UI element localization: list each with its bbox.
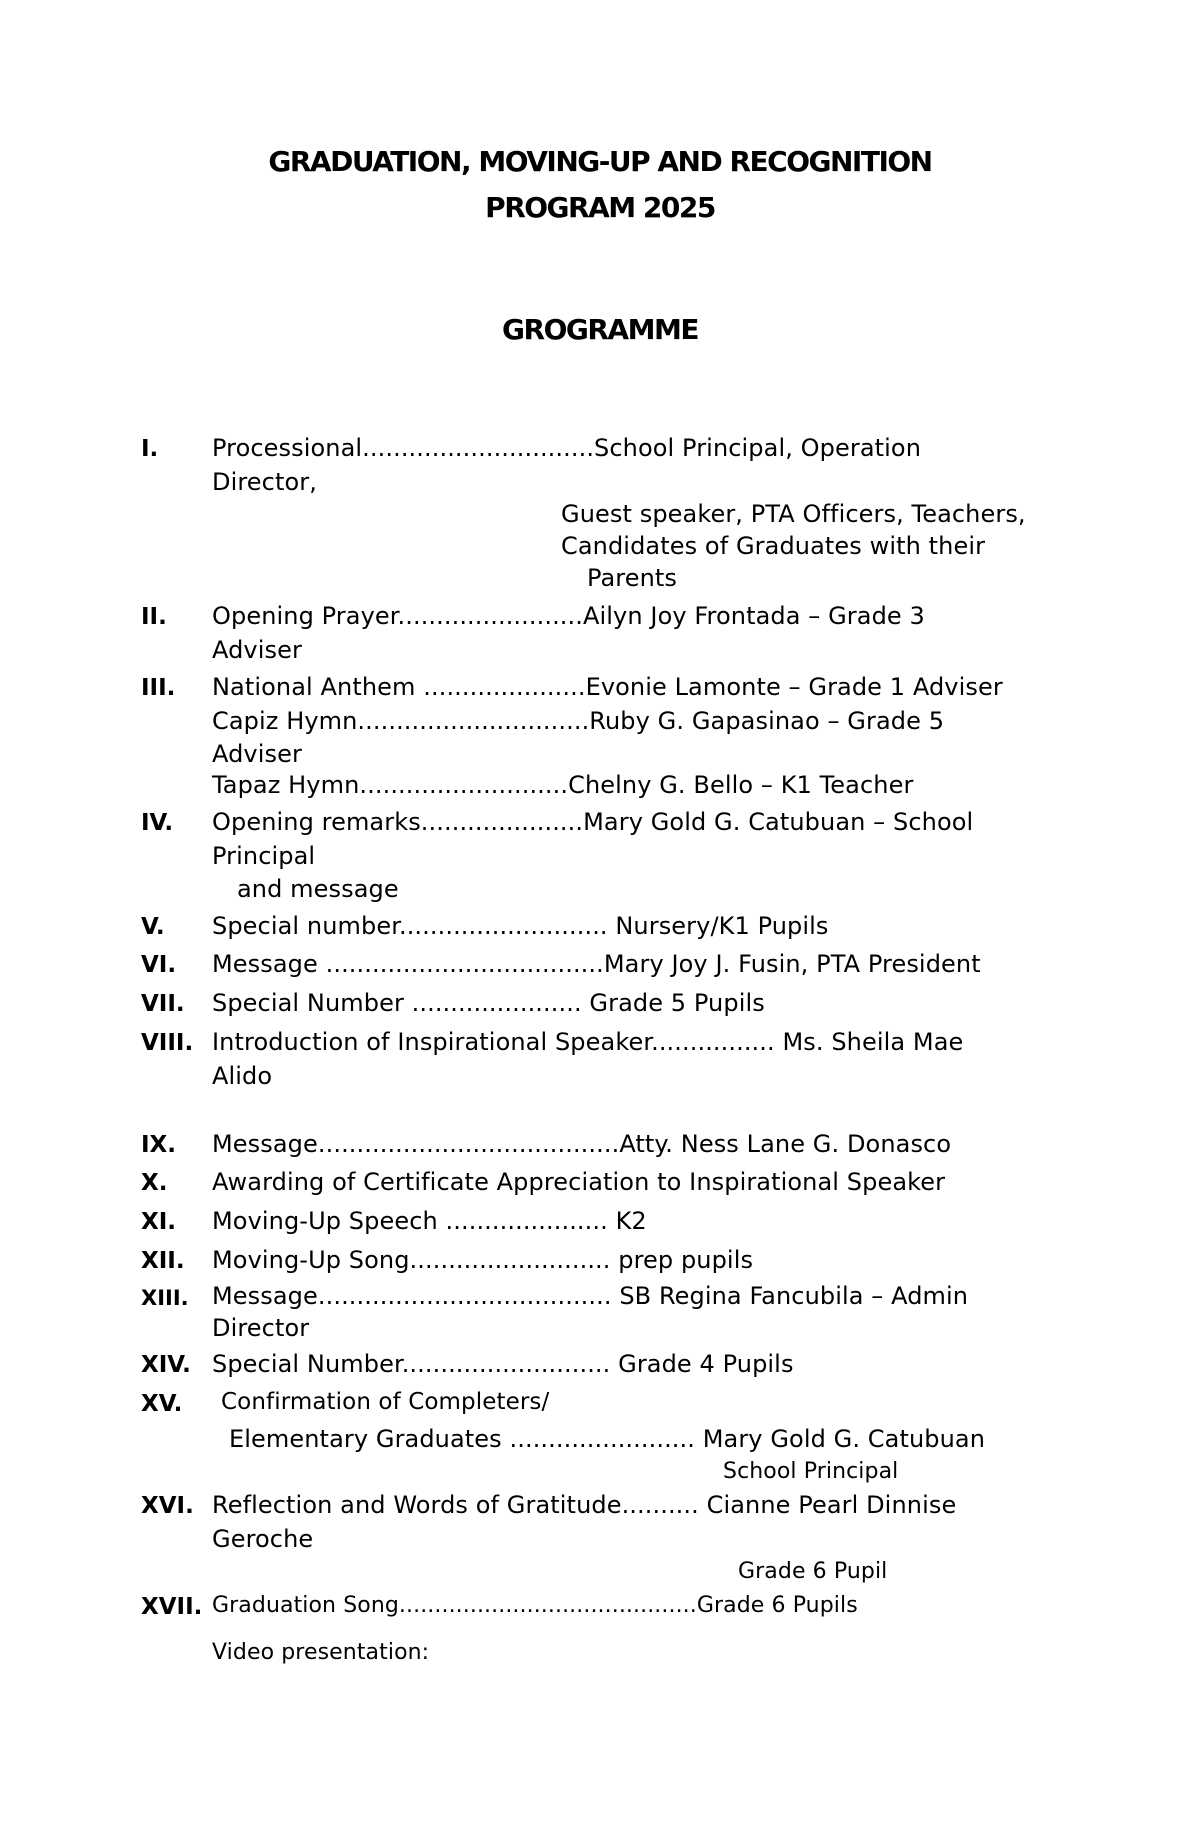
item-number: II. [141, 604, 167, 630]
item-number: VII. [141, 991, 185, 1017]
item-line: Moving-Up Song.......................... prep pupils [212, 1246, 754, 1274]
item-line: Director, [212, 468, 317, 496]
item-number: XIII. [141, 1286, 189, 1310]
item-line: Elementary Graduates ........................ Mary Gold G. Catubuan [229, 1425, 986, 1453]
item-number: X. [141, 1170, 168, 1196]
item-line: Tapaz Hymn...........................Chelny G. Bello – K1 Teacher [212, 771, 914, 799]
item-line: Reflection and Words of Gratitude.......... Cianne Pearl Dinnise [212, 1491, 957, 1519]
item-line: Awarding of Certificate Appreciation to Inspirational Speaker [212, 1168, 946, 1196]
program-subtitle: GROGRAMME [502, 313, 698, 346]
item-line: Geroche [212, 1525, 314, 1553]
item-number: XII. [141, 1248, 185, 1274]
item-line: Grade 6 Pupil [738, 1559, 888, 1584]
program-title-year: PROGRAM 2025 [485, 191, 715, 224]
program-title: GRADUATION, MOVING-UP AND RECOGNITION [268, 145, 932, 178]
item-number: XI. [141, 1209, 177, 1235]
item-line: Message.......................................Atty. Ness Lane G. Donasco [212, 1130, 952, 1158]
item-number: V. [141, 914, 165, 940]
item-line: Candidates of Graduates with their [561, 532, 986, 560]
item-number: III. [141, 675, 176, 701]
item-line: Principal [212, 842, 316, 870]
item-line: School Principal [723, 1459, 899, 1484]
item-line: Adviser [212, 636, 302, 664]
item-line: Capiz Hymn..............................Ruby G. Gapasinao – Grade 5 [212, 707, 945, 735]
item-line: Director [212, 1314, 310, 1342]
item-line: Moving-Up Speech ..................... K2 [212, 1207, 647, 1235]
item-line: Special Number ...................... Grade 5 Pupils [212, 989, 765, 1017]
item-number: XIV. [141, 1352, 191, 1378]
item-number: IV. [141, 810, 174, 836]
item-line: Processional..............................School Principal, Operation [212, 434, 922, 462]
item-line: Adviser [212, 740, 302, 768]
video-presentation-label: Video presentation: [212, 1640, 430, 1665]
item-line: and message [237, 875, 399, 903]
item-line: Opening Prayer........................Ailyn Joy Frontada – Grade 3 [212, 602, 925, 630]
item-line: Parents [587, 564, 678, 592]
item-line: Special Number........................... Grade 4 Pupils [212, 1350, 794, 1378]
item-line: Guest speaker, PTA Officers, Teachers, [561, 500, 1026, 528]
item-line: Message...................................... SB Regina Fancubila – Admin [212, 1282, 969, 1310]
item-line: Confirmation of Completers/ [221, 1389, 550, 1415]
item-number: XVII. [141, 1594, 203, 1620]
item-line: Introduction of Inspirational Speaker................ Ms. Sheila Mae [212, 1028, 964, 1056]
item-number: I. [141, 436, 159, 462]
item-line: Opening remarks.....................Mary Gold G. Catubuan – School [212, 808, 974, 836]
item-number: XVI. [141, 1493, 194, 1519]
item-line: National Anthem .....................Evonie Lamonte – Grade 1 Adviser [212, 673, 1003, 701]
item-line: Message ....................................Mary Joy J. Fusin, PTA President [212, 950, 981, 978]
item-line: Alido [212, 1062, 273, 1090]
item-number: VIII. [141, 1030, 194, 1056]
item-number: XV. [141, 1391, 183, 1417]
item-line: Graduation Song..........................................Grade 6 Pupils [212, 1593, 858, 1618]
item-number: IX. [141, 1132, 177, 1158]
item-line: Special number........................... Nursery/K1 Pupils [212, 912, 829, 940]
item-number: VI. [141, 952, 177, 978]
